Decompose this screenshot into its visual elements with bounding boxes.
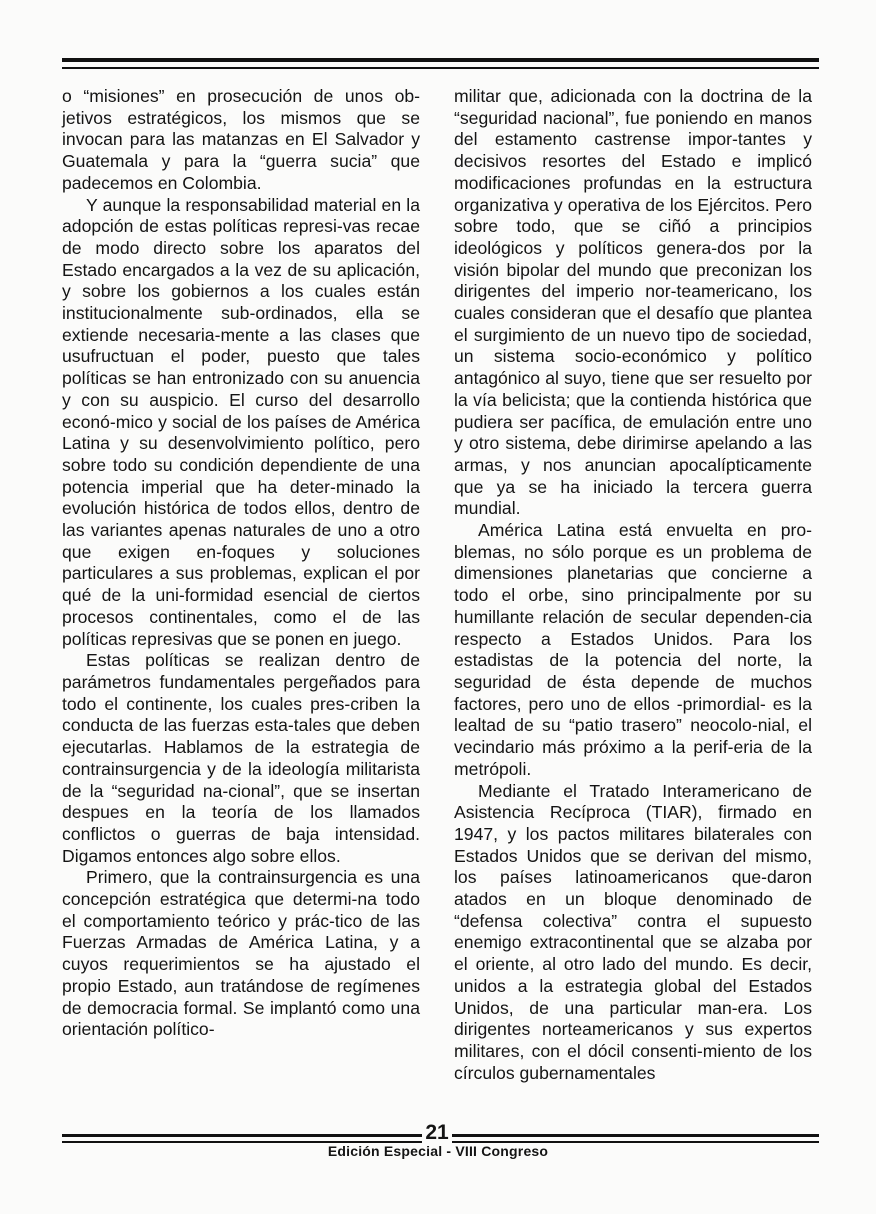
right-column: [454, 86, 812, 1084]
left-column: [62, 86, 420, 1041]
paragraph: Estas políticas se realizan dentro de parámetros fundamentales pergeñados para todo el continente, los cuales pres-criben la conducta de las fuerzas esta-tales que deben ejecutarlas. Hablamos de la estrategia de contrainsurgencia y de la ideología militarista de la “seguridad na-cional”, que se insertan despues en la teoría de los llamados conflictos o guerras de baja intensidad. Digamos entonces algo sobre ellos.: [62, 650, 420, 866]
paragraph: América Latina está envuelta en pro-blemas, no sólo porque es un problema de dimensiones planetarias que concierne a todo el orbe, sino principalmente por su humillante relación de secular dependen-cia respecto a Estados Unidos. Para los estadistas de la potencia del norte, la seguridad de ésta depende de muchos factores, pero uno de ellos -primordial- es la lealtad de su “patio trasero” neocolo-nial, el vecindario más próximo a la perif-eria de la metrópoli.: [454, 520, 812, 779]
footer-rule-left: [62, 1134, 422, 1143]
footer-rule-right: [452, 1134, 819, 1143]
paragraph: Y aunque la responsabilidad material en la adopción de estas políticas represi-vas recae de modo directo sobre los aparatos del Estado encargados a la vez de su aplicación, y sobre los gobiernos a los cuales están institucionalmente sub-ordinados, ella se extiende necesaria-mente a las clases que usufructuan el poder, puesto que tales políticas se han entronizado con su anuencia y con su auspicio. El curso del desarrollo econó-mico y social de los países de América Latina y su desenvolvimiento político, pero sobre todo su condición dependiente de una potencia imperial que ha deter-minado la evolución histórica de todos ellos, dentro de las variantes apenas naturales de uno a otro que exigen en-foques y soluciones particulares a sus problemas, explican el por qué de la uni-formidad esencial de ciertos procesos continentales, como el de las políticas represivas que se ponen en juego.: [62, 194, 420, 649]
paragraph: Primero, que la contrainsurgencia es una concepción estratégica que determi-na todo el comportamiento teórico y prác-tico de las Fuerzas Armadas de América Latina, y a cuyos requerimientos se ha ajustado el propio Estado, aun tratándose de regímenes de democracia formal. Se implantó como una orientación político-: [62, 867, 420, 1040]
header-rule: [62, 58, 819, 69]
paragraph: militar que, adicionada con la doctrina de la “seguridad nacional”, fue poniendo en manos del estamento castrense impor-tantes y decisivos resortes del Estado e implicó modificaciones profundas en la estructura organizativa y operativa de los Ejércitos. Pero sobre todo, que se ciñó a principios ideológicos y políticos genera-dos por la visión bipolar del mundo que preconizan los dirigentes del imperio nor-teamericano, los cuales consideran que el desafío que plantea el surgimiento de un nuevo tipo de sociedad, un sistema socio-económico y político antagónico al suyo, tiene que ser resuelto por la vía belicista; que la contienda histórica que pudiera ser pacífica, de emulación entre uno y otro sistema, debe dirimirse apelando a las armas, y nos anuncian apocalípticamente que ya se ha iniciado la tercera guerra mundial.: [454, 86, 812, 519]
paragraph: Mediante el Tratado Interamericano de Asistencia Recíproca (TIAR), firmado en 1947, y los pactos militares bilaterales con Estados Unidos que se derivan del mismo, los países latinoamericanos que-daron atados en un bloque denominado de “defensa colectiva” contra el supuesto enemigo extracontinental que se alzaba por el oriente, al otro lado del mundo. Es decir, unidos a la estrategia global del Estados Unidos, de una particular man-era. Los dirigentes norteamericanos y sus expertos militares, con el dócil consenti-miento de los círculos gubernamentales: [454, 780, 812, 1083]
paragraph: o “misiones” en prosecución de unos ob-jetivos estratégicos, los mismos que se invocan para las matanzas en El Salvador y Guatemala y para la “guerra sucia” que padecemos en Colombia.: [62, 86, 420, 193]
footer-edition: Edición Especial - VIII Congreso: [327, 1143, 549, 1159]
page-number: 21: [425, 1121, 449, 1144]
